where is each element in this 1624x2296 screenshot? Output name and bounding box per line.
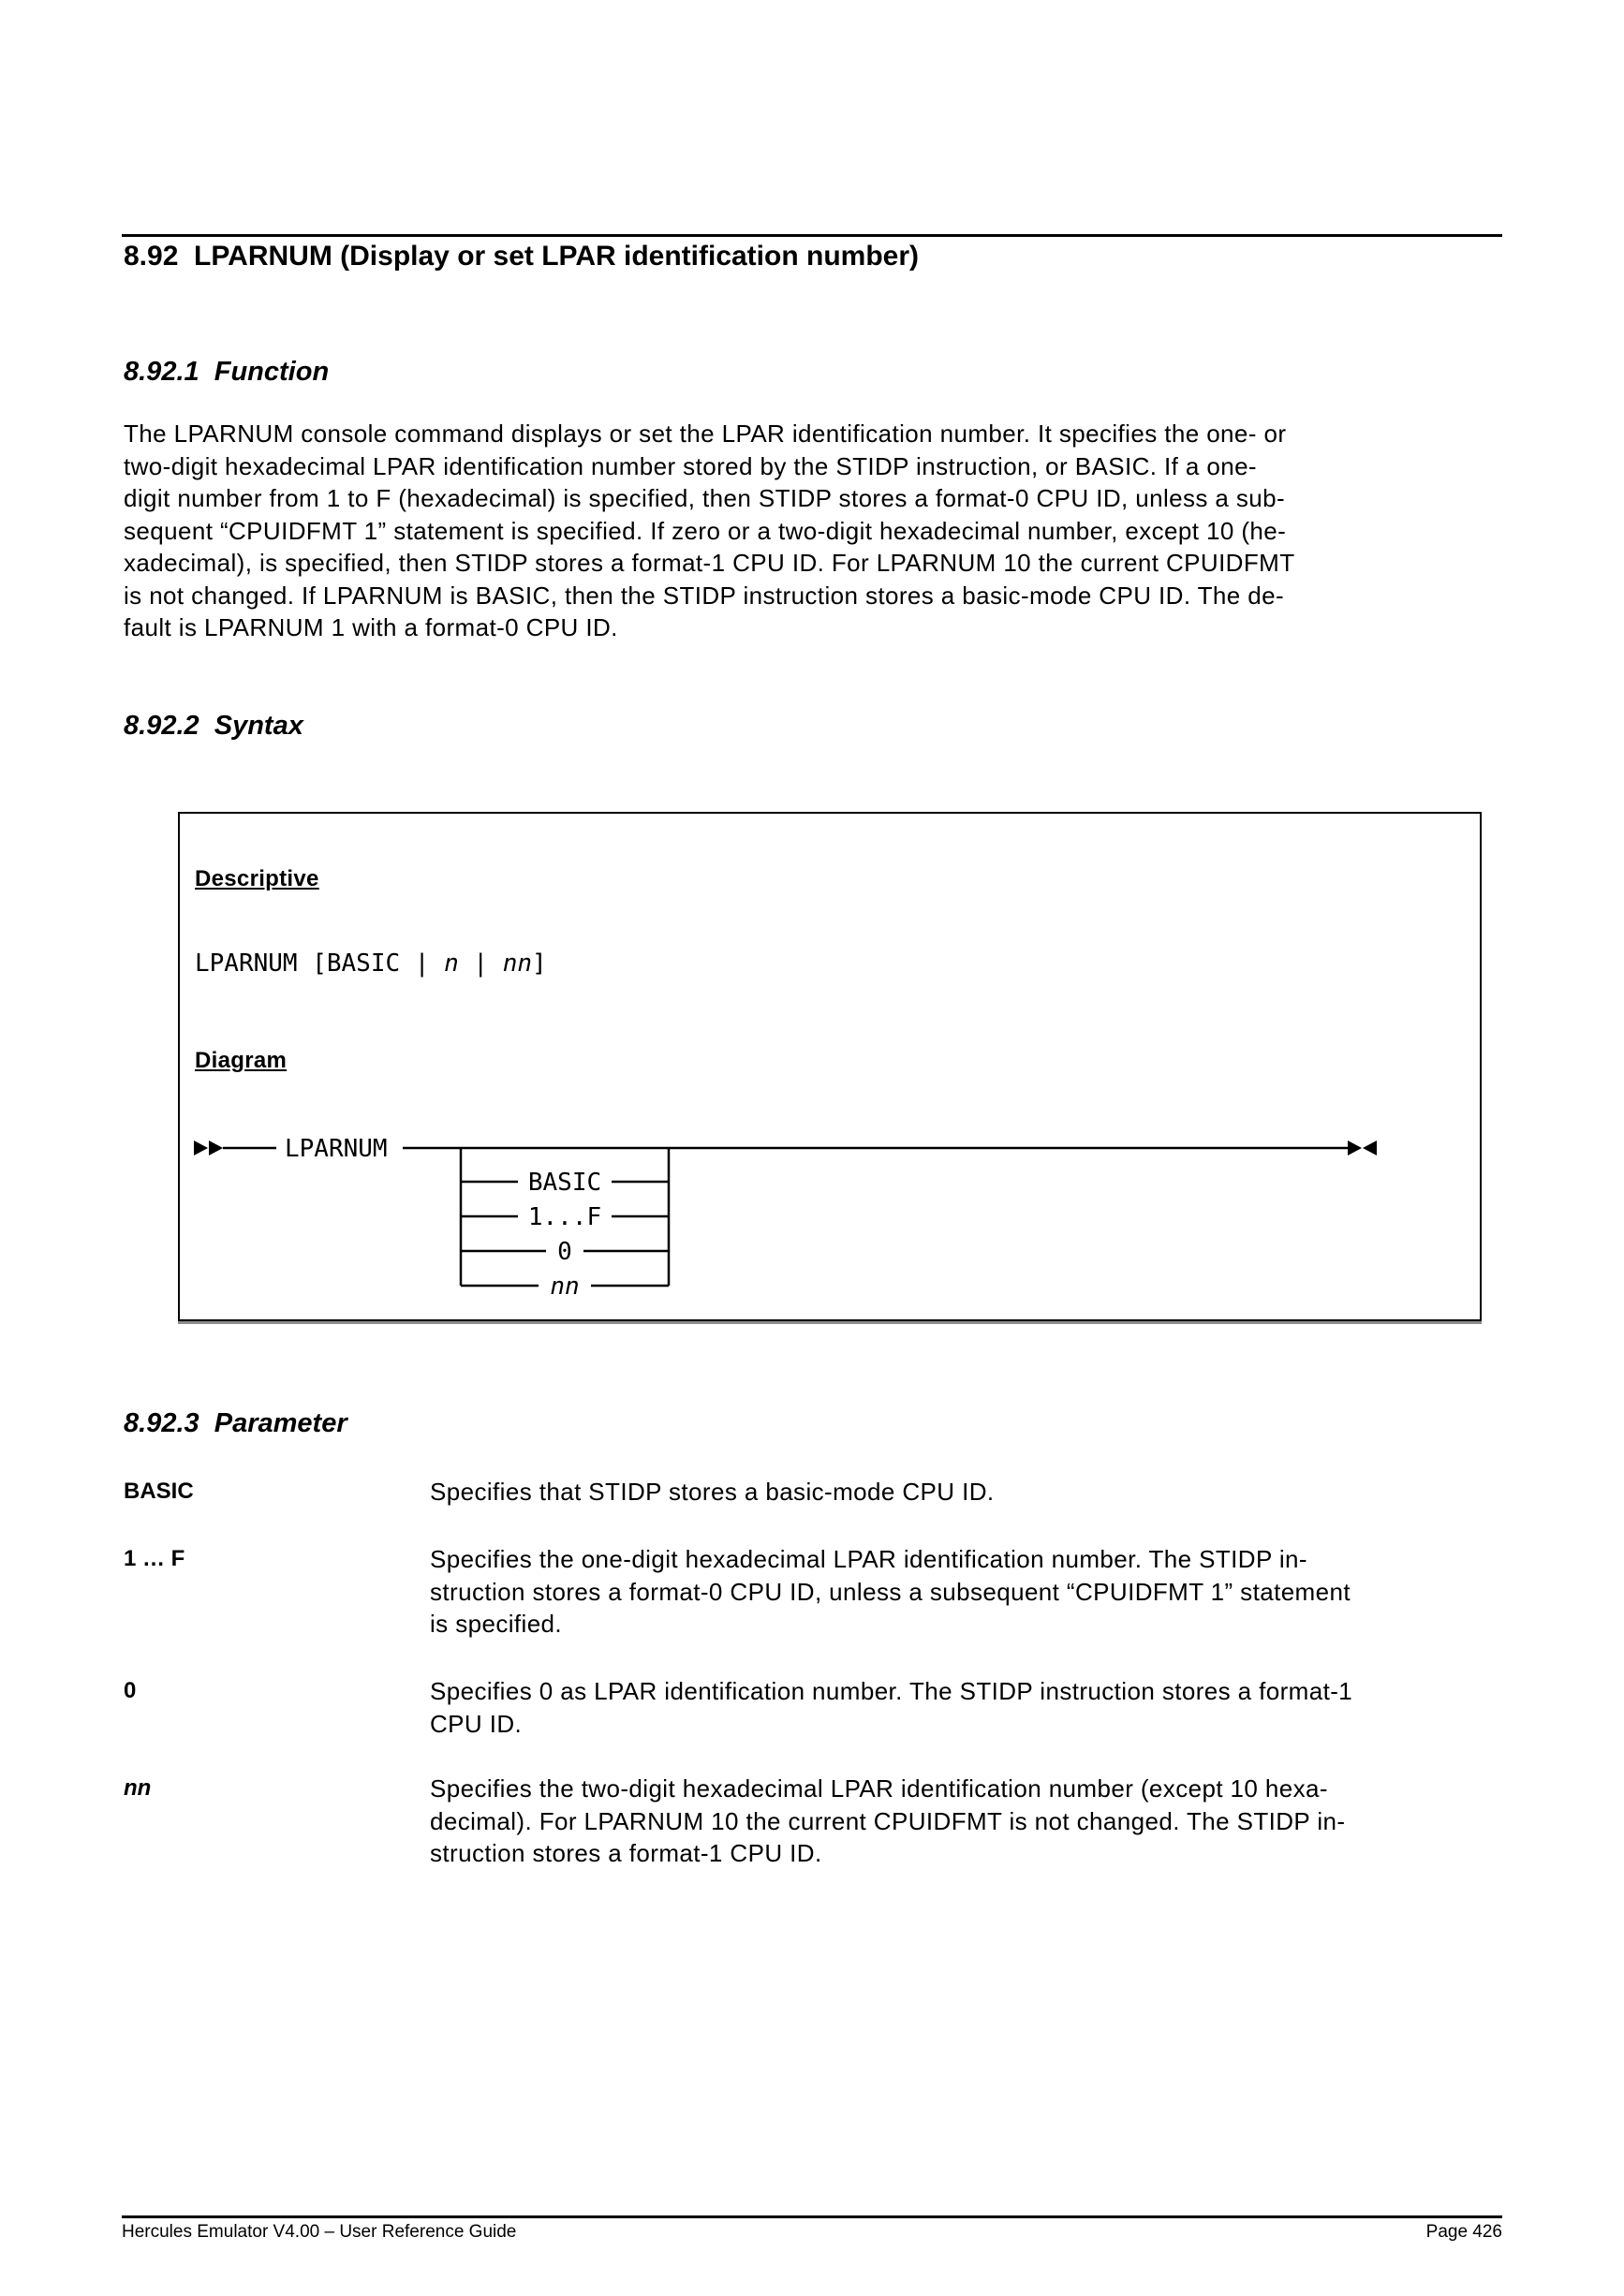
param-desc-1f xyxy=(430,1543,1351,1641)
param-desc-basic xyxy=(430,1476,995,1509)
param-desc-line: decimal). For LPARNUM 10 the current CPUIDFMT is not changed. The STIDP in- xyxy=(430,1806,1346,1835)
param-term-0: 0 xyxy=(124,1678,137,1703)
diagram-label: Diagram xyxy=(195,1048,288,1073)
diagram-end-arrow-icon xyxy=(1363,1141,1377,1155)
syntax-heading: 8.92.2 Syntax xyxy=(124,711,303,741)
paragraph-line: is not changed. If LPARNUM is BASIC, then the STIDP instruction stores a basic-mode CPU ID. The de- xyxy=(124,581,1285,610)
code-operand-nn: nn xyxy=(502,949,533,978)
param-desc-line: struction stores a format-0 CPU ID, unless a subsequent “CPUIDFMT 1” statement xyxy=(430,1577,1351,1606)
parameter-heading: 8.92.3 Parameter xyxy=(124,1408,347,1438)
code-operand-n: n xyxy=(444,949,459,978)
param-desc-line: Specifies that STIDP stores a basic-mode CPU ID. xyxy=(430,1478,995,1506)
param-desc-line: Specifies 0 as LPAR identification number. The STIDP instruction stores a format-1 xyxy=(430,1677,1353,1705)
diagram-start-arrow-icon xyxy=(194,1141,208,1155)
paragraph-line: The LPARNUM console command displays or set the LPAR identification number. It specifies the one- or xyxy=(124,419,1287,448)
paragraph-line: sequent “CPUIDFMT 1” statement is specified. If zero or a two-digit hexadecimal number, except 10 (he- xyxy=(124,516,1287,545)
param-desc-line: Specifies the one-digit hexadecimal LPAR identification number. The STIDP in- xyxy=(430,1545,1307,1573)
param-desc-0 xyxy=(430,1675,1352,1740)
function-paragraph xyxy=(124,418,1295,644)
code-bracket-close: ] xyxy=(532,949,547,978)
diagram-end-arrow-icon xyxy=(1348,1141,1362,1155)
paragraph-line: xadecimal), is specified, then STIDP stores a format-1 CPU ID. For LPARNUM 10 the current CPUIDFMT xyxy=(124,549,1295,577)
paragraph-line: digit number from 1 to F (hexadecimal) is specified, then STIDP stores a format-0 CPU ID, unless a sub- xyxy=(124,484,1286,512)
syntax-box xyxy=(178,812,1482,1321)
param-desc-line: CPU ID. xyxy=(430,1709,523,1738)
param-term-nn: nn xyxy=(124,1775,152,1801)
param-desc-line: is specified. xyxy=(430,1610,563,1638)
param-term-1f: 1 … F xyxy=(124,1546,185,1571)
railroad-diagram xyxy=(180,1132,1480,1315)
footer-document-title: Hercules Emulator V4.00 – User Reference Guide xyxy=(122,2222,517,2242)
diagram-start-arrow-icon xyxy=(209,1141,223,1155)
code-keyword: LPARNUM [BASIC | xyxy=(195,949,445,978)
diagram-keyword: LPARNUM xyxy=(285,1135,388,1163)
page-title: 8.92 LPARNUM (Display or set LPAR identification number) xyxy=(124,241,919,272)
param-desc-line: struction stores a format-1 CPU ID. xyxy=(430,1839,822,1867)
footer-page-number: Page 426 xyxy=(1425,2222,1502,2242)
page-footer xyxy=(122,2221,1502,2244)
param-desc-nn xyxy=(430,1773,1345,1870)
syntax-descriptive-code xyxy=(195,949,547,978)
param-term-basic: BASIC xyxy=(124,1479,194,1504)
diagram-branch-0: 0 xyxy=(557,1238,572,1266)
paragraph-line: fault is LPARNUM 1 with a format-0 CPU ID. xyxy=(124,613,618,641)
footer-rule xyxy=(122,2215,1502,2218)
descriptive-label: Descriptive xyxy=(195,866,319,891)
code-separator: | xyxy=(458,949,503,978)
diagram-branch-basic: BASIC xyxy=(527,1169,602,1197)
diagram-branch-nn: nn xyxy=(550,1273,580,1301)
param-desc-line: Specifies the two-digit hexadecimal LPAR identification number (except 10 hexa- xyxy=(430,1774,1328,1803)
diagram-branch-1f: 1...F xyxy=(527,1203,602,1231)
paragraph-line: two-digit hexadecimal LPAR identification number stored by the STIDP instruction, or BASIC. If a one- xyxy=(124,451,1257,480)
header-rule xyxy=(122,234,1502,237)
function-heading: 8.92.1 Function xyxy=(124,357,330,387)
